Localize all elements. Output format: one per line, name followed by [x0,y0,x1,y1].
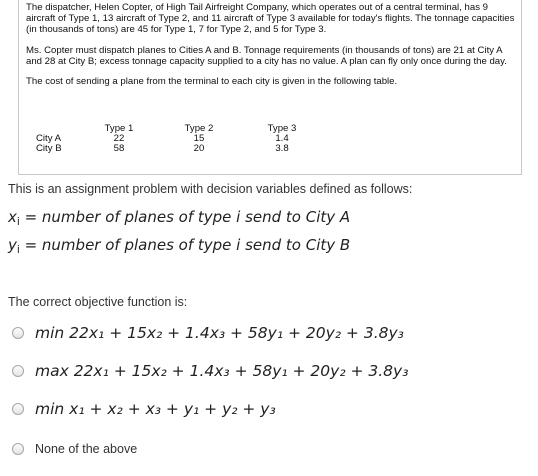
option-2[interactable] [12,360,408,382]
option-label: max 22x₁ + 15x₂ + 1.4x₃ + 58y₁ + 20y₂ + 3.8y₃ [35,362,409,380]
table-cell: 20 [193,143,205,154]
radio-button[interactable] [12,443,24,455]
intro-text: This is an assignment problem with decision variables defined as follows: [8,182,413,196]
radio-button[interactable] [12,403,24,415]
table-header-type3: Type 3 [267,123,297,134]
option-4[interactable] [12,438,137,460]
table-header-type1: Type 1 [104,123,134,134]
problem-statement [18,0,522,175]
option-label: None of the above [35,442,138,456]
table-cell: 15 [193,133,205,144]
option-1[interactable] [12,322,404,344]
table-cell: 58 [113,143,125,154]
question-label: The correct objective function is: [8,295,188,309]
problem-paragraph-3: The cost of sending a plane from the terminal to each city is given in the following table. [26,76,398,88]
table-row-label-city-a: City A [36,133,62,144]
radio-button[interactable] [12,327,24,339]
problem-paragraph-1: The dispatcher, Helen Copter, of High Tail Airfreight Company, which operates out of a central terminal, has 9 aircraft of Type 1, 13 aircraft of Type 2, and 11 aircraft of Type 3 available for today's flights. The tonnage capacities (in thousands of tons) are 45 for Type 1, 7 for Type 2, and 5 for Type 3. [26,2,515,36]
radio-button[interactable] [12,365,24,377]
option-3[interactable] [12,398,276,420]
table-header-type2: Type 2 [184,123,214,134]
definition-y: $y_i$ = number of planes of type i send to City B [8,236,351,256]
definition-x: $x_i$ = number of planes of type i send to City A [8,208,351,228]
table-cell: 3.8 [275,143,289,154]
problem-paragraph-2: Ms. Copter must dispatch planes to Cities A and B. Tonnage requirements (in thousands of tons) are 21 at City A and 28 at City B; excess tonnage capacity supplied to a city has no value. A plan can fly only once during the day. [26,44,507,67]
table-row-label-city-b: City B [36,143,62,154]
option-label: min 22x₁ + 15x₂ + 1.4x₃ + 58y₁ + 20y₂ + 3.8y₃ [35,324,404,342]
option-label: min x₁ + x₂ + x₃ + y₁ + y₂ + y₃ [35,400,276,418]
table-cell: 22 [113,133,125,144]
table-cell: 1.4 [275,133,289,144]
